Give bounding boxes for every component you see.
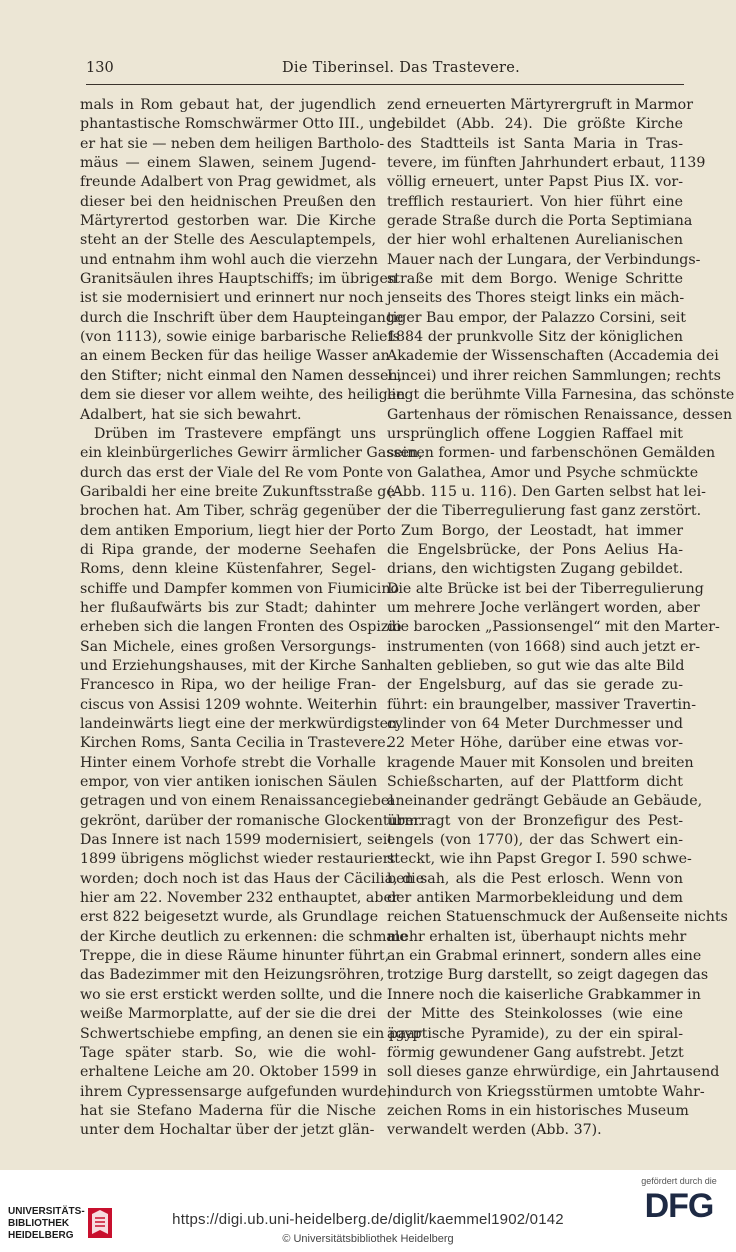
text-line: Kirchen Roms, Santa Cecilia in Trastevere. <box>80 735 391 752</box>
text-line: empor, von vier antiken ionischen Säulen <box>80 774 378 791</box>
text-line: Die alte Brücke ist bei der Tiberregulierung <box>387 580 704 597</box>
text-line: (Abb. 115 u. 116). Den Garten selbst hat lei- <box>387 483 706 500</box>
text-line: mehr erhalten ist, überhaupt nichts mehr <box>387 928 687 945</box>
text-line: engels (von 1770), der das Schwert ein- <box>387 832 683 849</box>
text-line: zend erneuerten Märtyrergruft in Marmor <box>387 97 694 113</box>
text-line: drians, den wichtigsten Zugang gebildet. <box>387 561 684 578</box>
text-line: schiffe und Dampfer kommen von Fiumicino <box>80 580 400 597</box>
text-line: Innere noch die kaiserliche Grabkammer in <box>387 986 701 1003</box>
text-line: liegt die berühmte Villa Farnesina, das schönste <box>387 387 735 404</box>
text-line: worden; doch noch ist das Haus der Cäcilia, die <box>80 870 425 887</box>
text-line: an ein Grabmal erinnert, sondern alles eine <box>387 948 702 965</box>
text-line: halten geblieben, so gut wie das alte Bild <box>387 657 685 674</box>
text-line: Gartenhaus der römischen Renaissance, dessen <box>387 406 733 423</box>
text-line: verwandelt werden (Abb. 37). <box>387 1122 602 1139</box>
text-line: die Engelsbrücke, der Pons Aelius Ha- <box>387 541 683 558</box>
text-line: steht an der Stelle des Aesculaptempels, <box>80 232 376 249</box>
text-line: und entnahm ihm wohl auch die vierzehn <box>80 251 378 268</box>
text-line: hat sie Stefano Maderna für die Nische <box>80 1102 376 1119</box>
text-line: San Michele, eines großen Versorgungs- <box>80 638 376 655</box>
text-line: dieser bei den heidnischen Preußen den <box>80 193 376 210</box>
text-line: gekrönt, darüber der romanische Glockenturm. <box>80 812 423 829</box>
page-header <box>86 60 686 82</box>
text-line: Zum Borgo, der Leostadt, hat immer <box>401 522 683 539</box>
text-line: Treppe, die in diese Räume hinunter führt, <box>80 948 390 965</box>
text-line: 1899 übrigens möglichst wieder restauriert <box>80 851 396 868</box>
text-line: überragt von der Bronzefigur des Pest- <box>387 812 683 829</box>
text-line: ägyptische Pyramide), zu der ein spiral- <box>387 1025 683 1042</box>
text-line: seinen formen- und farbenschönen Gemälden <box>387 445 716 462</box>
text-line: gerade Straße durch die Porta Septimiana <box>387 213 693 230</box>
text-line: ciscus von Assisi 1209 wohnte. Weiterhin <box>80 696 378 713</box>
text-line: getragen und von einem Renaissancegiebel <box>80 793 394 810</box>
text-line: steckt, wie ihn Papst Gregor I. 590 schwe- <box>387 851 692 868</box>
text-line: der die Tiberregulierung fast ganz zerstört. <box>387 503 702 520</box>
text-line: ihrem Cypressensarge aufgefunden wurde, <box>80 1083 392 1100</box>
text-line: Schwertschiebe empfing, an denen sie ein paar <box>80 1025 422 1042</box>
text-line: trotzige Burg darstellt, so zeigt dagegen das <box>387 967 709 984</box>
text-line: erhaltene Leiche am 20. Oktober 1599 in <box>80 1064 377 1081</box>
text-line: tiger Bau empor, der Palazzo Corsini, seit <box>387 309 686 326</box>
text-line: der Mitte des Steinkolosses (wie eine <box>387 1006 683 1023</box>
text-line: von Galathea, Amor und Psyche schmückte <box>387 464 699 481</box>
text-line: reichen Statuenschmuck der Außenseite nichts <box>387 909 728 926</box>
text-line: die barocken „Passionsengel“ mit den Marter- <box>387 619 720 636</box>
text-line: landeinwärts liegt eine der merkwürdigsten <box>80 716 398 732</box>
text-line: di Ripa grande, der moderne Seehafen <box>80 541 376 558</box>
text-line: das Badezimmer mit den Heizungsröhren, <box>80 967 385 984</box>
text-line: Adalbert, hat sie sich bewahrt. <box>80 406 302 423</box>
text-line: Mauer nach der Lungara, der Verbindungs- <box>387 251 701 268</box>
text-line: (von 1113), sowie einige barbarische Reliefs <box>80 329 400 346</box>
text-line: phantastische Romschwärmer Otto III., und <box>80 116 397 133</box>
text-line: freunde Adalbert von Prag gewidmet, als <box>80 174 377 191</box>
text-line: Märtyrertod gestorben war. Die Kirche <box>80 213 376 230</box>
text-line: Akademie der Wissenschaften (Accademia dei <box>387 348 719 365</box>
text-line: und Erziehungshauses, mit der Kirche San <box>80 657 389 674</box>
left-text-column <box>80 96 425 1141</box>
text-line: durch die Inschrift über dem Haupteingange <box>80 309 404 326</box>
text-line: mäus — einem Slawen, seinem Jugend- <box>80 155 376 172</box>
text-line: der hier wohl erhaltenen Aurelianischen <box>387 232 683 249</box>
text-line: er hat sie — neben dem heiligen Bartholo- <box>80 135 385 152</box>
text-line: cylinder von 64 Meter Durchmesser und <box>387 716 683 732</box>
text-line: weiße Marmorplatte, auf der sie die drei <box>80 1006 376 1023</box>
text-line: ben sah, als die Pest erlosch. Wenn von <box>387 870 683 887</box>
text-line: Drüben im Trastevere empfängt uns <box>94 425 376 442</box>
text-line: ursprünglich offene Loggien Raffael mit <box>387 425 683 442</box>
text-line: tevere, im fünften Jahrhundert erbaut, 1139 <box>387 155 706 172</box>
text-line: völlig erneuert, unter Papst Pius IX. vor- <box>387 174 683 191</box>
text-line: ein kleinbürgerliches Gewirr ärmlicher Gassen, <box>80 445 423 462</box>
dfg-logo-text: DFG <box>644 1187 714 1225</box>
text-line: trefflich restauriert. Von hier führt eine <box>387 193 683 210</box>
text-line: straße mit dem Borgo. Wenige Schritte <box>387 271 683 288</box>
text-line: unter dem Hochaltar über der jetzt glän- <box>80 1122 375 1139</box>
text-line: Granitsäulen ihres Hauptschiffs; im übrigen <box>80 271 398 288</box>
text-line: her flußaufwärts bis zur Stadt; dahinter <box>80 599 376 616</box>
text-line: gebildet (Abb. 24). Die größte Kirche <box>387 116 683 133</box>
funding-note: gefördert durch die <box>641 1176 717 1186</box>
text-line: den Stifter; nicht einmal den Namen dessen, <box>80 367 403 384</box>
text-line: brochen hat. Am Tiber, schräg gegenüber <box>80 503 381 520</box>
text-line: jenseits des Thores steigt links ein mäch- <box>387 290 685 307</box>
text-line: Francesco in Ripa, wo der heilige Fran- <box>80 677 376 694</box>
text-line: Tage später starb. So, wie die wohl- <box>80 1044 376 1061</box>
text-line: hindurch von Kriegsstürmen umtobte Wahr- <box>387 1083 705 1100</box>
text-line: dem sie dieser vor allem weihte, des heiligen <box>80 387 406 404</box>
text-line: der antiken Marmorbekleidung und dem <box>387 890 683 907</box>
text-line: instrumenten (von 1668) sind auch jetzt er- <box>387 638 701 655</box>
right-text-column <box>387 96 735 1141</box>
text-line: Roms, denn kleine Küstenfahrer, Segel- <box>80 561 376 578</box>
text-line: Lincei) und ihrer reichen Sammlungen; rechts <box>387 367 721 384</box>
text-line: soll dieses ganze ehrwürdige, ein Jahrtausend <box>387 1064 720 1081</box>
text-line: zeichen Roms in ein historisches Museum <box>387 1102 689 1119</box>
text-line: 22 Meter Höhe, darüber eine etwas vor- <box>387 735 683 752</box>
text-line: an einem Becken für das heilige Wasser an <box>80 348 390 365</box>
permalink-url[interactable]: https://digi.ub.uni-heidelberg.de/diglit/kaemmel1902/0142 <box>172 1211 564 1228</box>
text-line: führt: ein braungelber, massiver Travertin- <box>387 696 696 713</box>
text-line: Garibaldi her eine breite Zukunftsstraße ge- <box>80 483 400 500</box>
funder-logo[interactable] <box>636 1176 722 1226</box>
text-line: erheben sich die langen Fronten des Ospizio <box>80 619 402 636</box>
text-line: ist sie modernisiert und erinnert nur noch <box>80 290 384 307</box>
text-line: Schießscharten, auf der Plattform dicht <box>387 774 683 791</box>
page-number: 130 <box>86 60 114 76</box>
text-line: wo sie erst erstickt werden sollte, und die <box>80 986 383 1003</box>
library-logo-text: UNIVERSITÄTS- BIBLIOTHEK HEIDELBERG <box>8 1206 85 1241</box>
text-line: der Kirche deutlich zu erkennen: die schmale <box>80 928 408 945</box>
text-line: hier am 22. November 232 enthauptet, aber <box>80 890 399 907</box>
text-line: des Stadtteils ist Santa Maria in Tras- <box>387 135 683 152</box>
text-line: dem antiken Emporium, liegt hier der Porto <box>80 522 396 539</box>
text-line: 1884 der prunkvolle Sitz der königlichen <box>387 329 683 346</box>
text-line: aneinander gedrängt Gebäude an Gebäude, <box>387 793 703 810</box>
text-line: um mehrere Joche verlängert worden, aber <box>387 599 700 616</box>
running-title: Die Tiberinsel. Das Trastevere. <box>282 60 521 76</box>
copyright-notice: © Universitätsbibliothek Heidelberg <box>282 1233 454 1245</box>
text-line: mals in Rom gebaut hat, der jugendlich <box>80 97 376 113</box>
text-line: Hinter einem Vorhofe strebt die Vorhalle <box>80 754 376 771</box>
text-line: erst 822 beigesetzt wurde, als Grundlage <box>80 909 379 926</box>
text-line: kragende Mauer mit Konsolen und breiten <box>387 754 694 771</box>
text-line: Das Innere ist nach 1599 modernisiert, seit <box>80 832 393 849</box>
text-line: durch das erst der Viale del Re vom Ponte <box>80 464 384 481</box>
text-line: der Engelsburg, auf das sie gerade zu- <box>387 677 683 694</box>
text-line: förmig gewundener Gang aufstrebt. Jetzt <box>387 1044 684 1061</box>
header-rule <box>86 84 684 85</box>
